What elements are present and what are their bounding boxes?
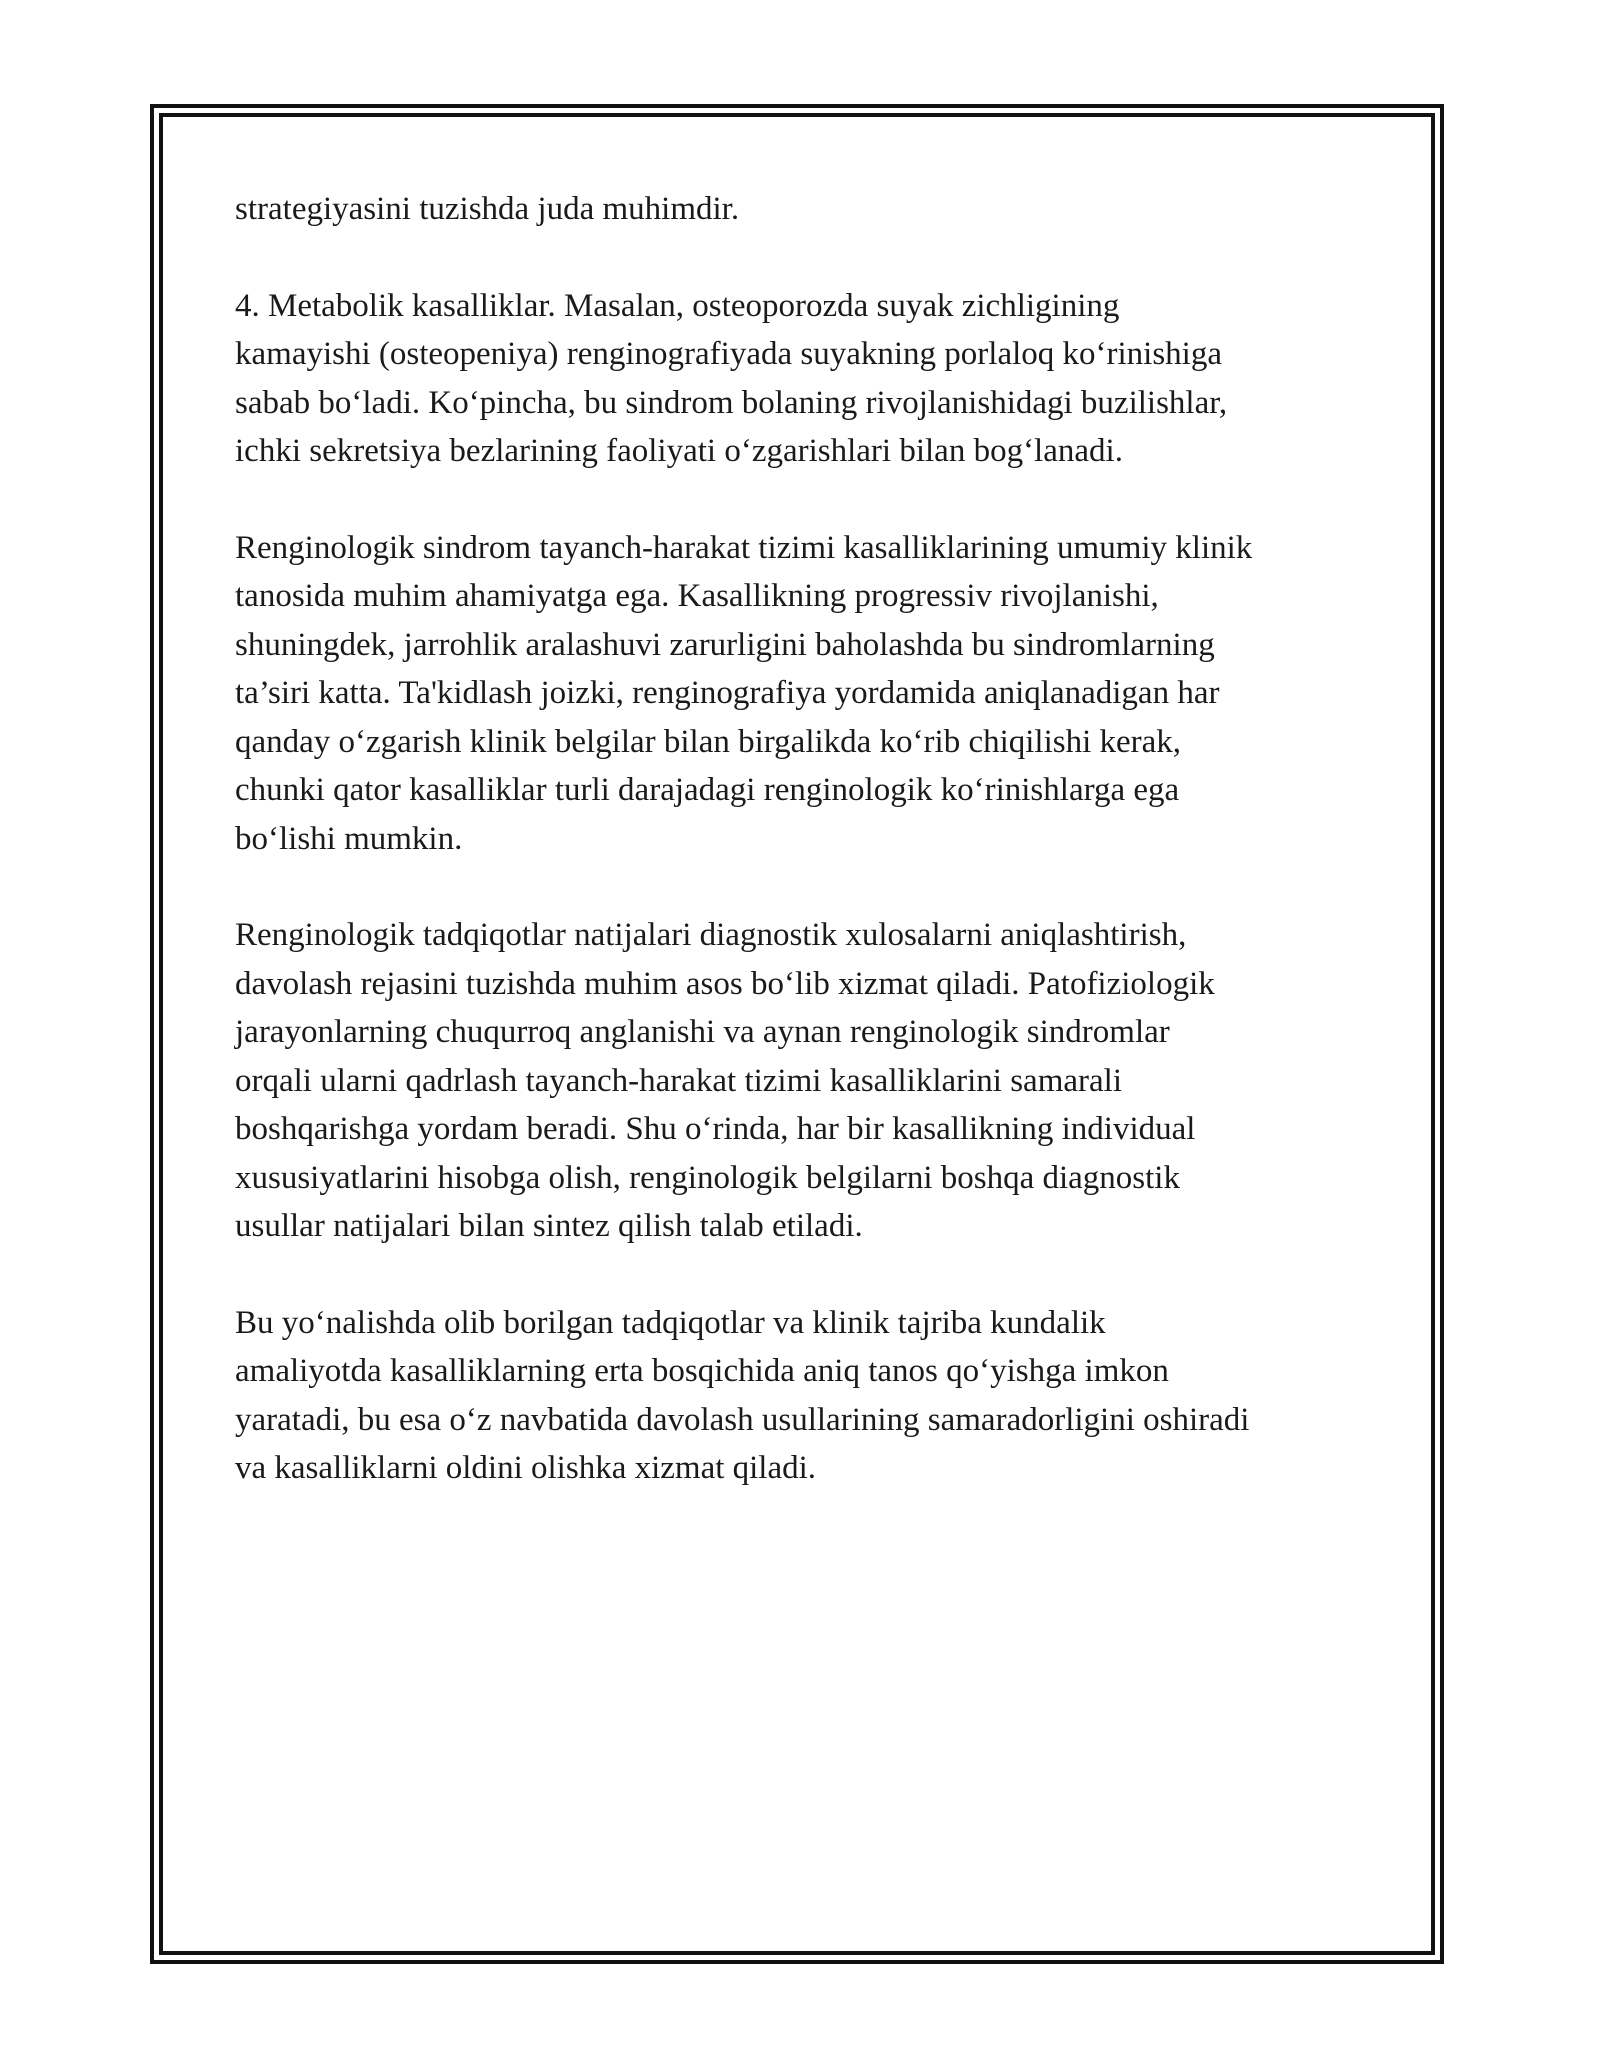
paragraph-continuation: strategiyasini tuzishda juda muhimdir. bbox=[235, 191, 740, 227]
paragraph-research-results: Renginologik tadqiqotlar natijalari diagnostik xulosalarni aniqlashtirish, davolash rejasini tuzishda muhim asos bo‘lib xizmat qiladi. Patofiziologik jarayonlarning chuqurroq anglanishi va aynan renginologik sindromlar orqali ularni qadrlash tayanch-harakat tizimi kasalliklarini samarali boshqarishga yordam beradi. Shu o‘rinda, har bir kasallikning individual xususiyatlarini hisobga olish, renginologik belgilarni boshqa diagnostik usullar natijalari bilan sintez qilish talab etiladi. bbox=[235, 917, 1215, 1244]
paragraph-renginologic-syndrome: Renginologik sindrom tayanch-harakat tizimi kasalliklarining umumiy klinik tanosida muhim ahamiyatga ega. Kasallikning progressiv rivojlanishi, shuningdek, jarrohlik aralashuvi zarurligini baholashda bu sindromlarning ta’siri katta. Ta'kidlash joizki, renginografiya yordamida aniqlanadigan har qanday o‘zgarish klinik belgilar bilan birgalikda ko‘rib chiqilishi kerak, chunki qator kasalliklar turli darajadagi renginologik ko‘rinishlarga ega bo‘lishi mumkin. bbox=[235, 529, 1253, 857]
page-body bbox=[235, 185, 1375, 1541]
paragraph-metabolic-diseases: 4. Metabolik kasalliklar. Masalan, osteoporozda suyak zichligining kamayishi (osteopeniya) renginografiyada suyakning porlaloq ko‘rinishiga sabab bo‘ladi. Ko‘pincha, bu sindrom bolaning rivojlanishidagi buzilishlar, ichki sekretsiya bezlarining faoliyati o‘zgarishlari bilan bog‘lanadi. bbox=[235, 287, 1228, 469]
paragraph-conclusion: Bu yo‘nalishda olib borilgan tadqiqotlar va klinik tajriba kundalik amaliyotda kasalliklarning erta bosqichida aniq tanos qo‘yishga imkon yaratadi, bu esa o‘z navbatida davolash usullarining samaradorligini oshiradi va kasalliklarni oldini olishka xizmat qiladi. bbox=[235, 1304, 1250, 1486]
